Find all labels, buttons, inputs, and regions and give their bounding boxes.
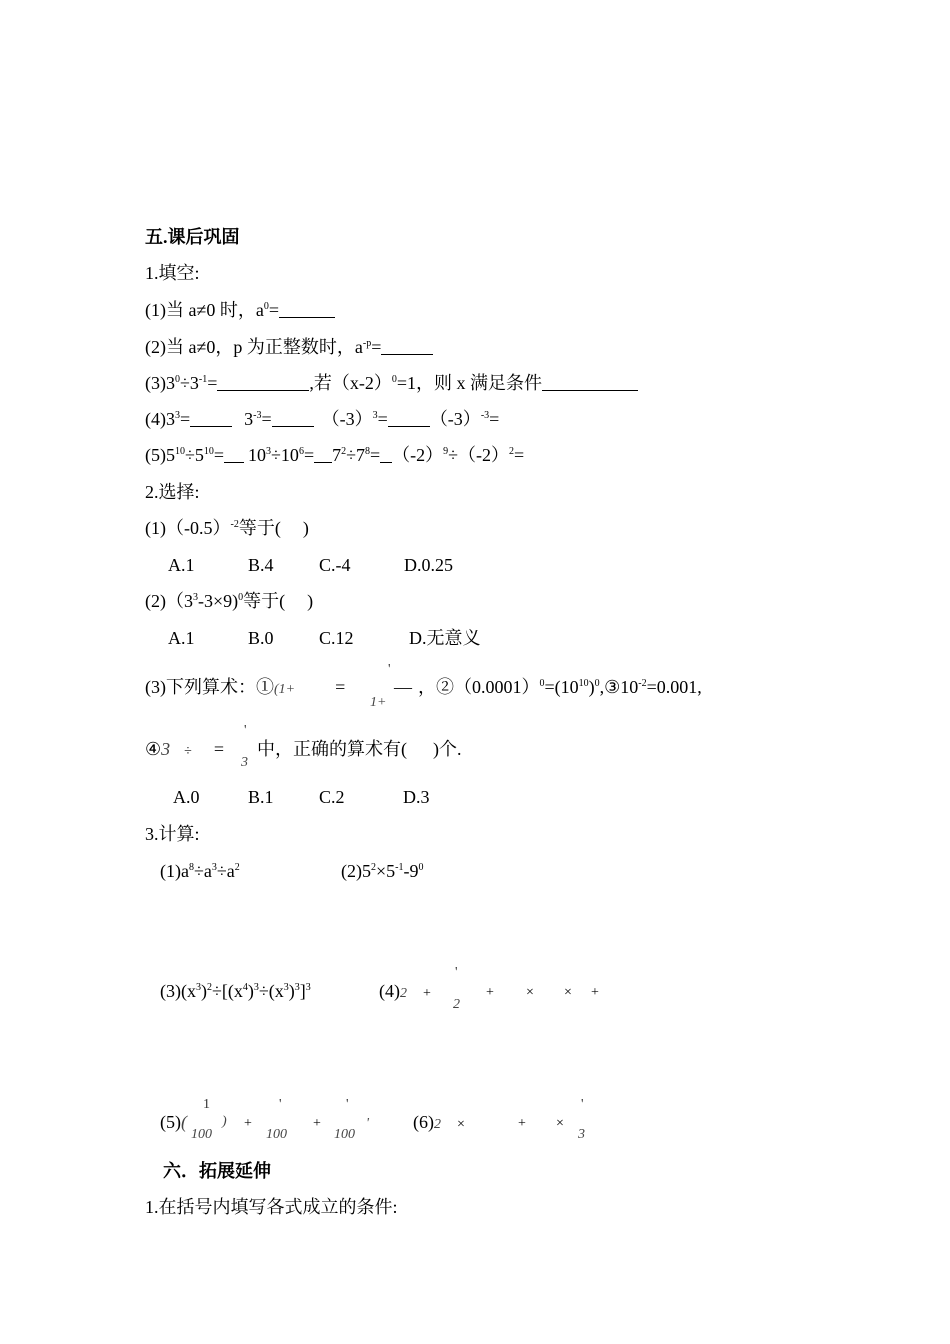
fraction-numerator: ': [455, 965, 458, 980]
fraction-denominator: 100: [191, 1127, 212, 1142]
fraction-denominator: 3: [578, 1127, 585, 1142]
question-3-label: 3.计算:: [145, 824, 200, 844]
close-paren: ): [222, 1114, 227, 1129]
fraction-denominator: 3: [241, 755, 248, 770]
extension-question-1: 1.在括号内填写各式成立的条件:: [145, 1197, 398, 1217]
answer-blank[interactable]: [381, 338, 433, 355]
plus-sign: +: [518, 1116, 526, 1131]
fill-blank-5: $(5)5^{10}\div 5^{10}= 10^3\div 10^6= 7^2\div 7^8= (-2)^9\div(-2)^2=$: [145, 445, 525, 465]
fraction-numerator: ': [244, 723, 247, 738]
option-a[interactable]: A.1: [168, 628, 195, 648]
fraction-numerator: ': [346, 1097, 349, 1112]
close-paren: ': [366, 1116, 369, 1131]
fill-blank-4: $(4)3^3= 3^{-3}= (-3)^3= (-3)^{-3}=$: [145, 409, 500, 429]
answer-blank[interactable]: [279, 301, 335, 318]
calc-6: (6)2 ×: [413, 1112, 465, 1132]
fraction-denominator: 2: [453, 997, 460, 1012]
section-title: 六．拓展延伸: [163, 1161, 271, 1181]
option-c[interactable]: C.2: [319, 787, 345, 807]
fraction-numerator: ': [279, 1097, 282, 1112]
answer-blank[interactable]: [314, 446, 332, 463]
fraction-numerator: 1: [203, 1097, 210, 1112]
calc-2: $(2)5^2\times 5^{-1}-9^0$: [341, 861, 424, 881]
choice-question-3-rest: ，$②(0.0001)^0=(10^{10})^0,③10^{-2}=0.001$,: [418, 677, 702, 697]
choice-question-1: $(1)(-0.5)^{-2}$等于( ): [145, 518, 309, 538]
calc-5: (5)(: [160, 1112, 187, 1132]
fraction-numerator: ': [581, 1097, 584, 1112]
choice-question-3-cont: ④3 ÷ =: [145, 739, 224, 759]
option-c[interactable]: C.12: [319, 628, 354, 648]
choice-question-2: $(2)(3^3-3\times 9)^0$等于( ): [145, 591, 314, 611]
question-1-label: 1.填空:: [145, 263, 200, 283]
answer-blank[interactable]: [380, 446, 392, 463]
answer-blank[interactable]: [272, 410, 314, 427]
section-title: 五.课后巩固: [145, 227, 240, 247]
times-sign: ×: [556, 1116, 564, 1131]
question-2-label: 2.选择:: [145, 482, 200, 502]
answer-blank[interactable]: [224, 446, 244, 463]
times-sign: ×: [526, 985, 534, 1000]
plus-sign: +: [486, 985, 494, 1000]
answer-blank[interactable]: [542, 374, 638, 391]
plus-sign: +: [313, 1116, 321, 1131]
choice-question-3: (3)下列算术：①(1+ =: [145, 677, 346, 697]
plus-sign: +: [591, 985, 599, 1000]
fill-blank-3: $(3)3^0\div 3^{-1}=$ ,若$(x-2)^0=1$，则 x 满足条件: [145, 372, 638, 394]
option-d[interactable]: D.无意义: [409, 628, 481, 648]
option-b[interactable]: B.1: [248, 787, 274, 807]
fill-blank-2: (2)当 a≠0，p 为正整数时，$a^{-p}=$: [145, 336, 433, 358]
plus-sign: +: [244, 1116, 252, 1131]
answer-blank[interactable]: [190, 410, 232, 427]
fraction-numerator: ': [388, 662, 391, 677]
option-a[interactable]: A.0: [173, 787, 200, 807]
fraction-denominator: 100: [266, 1127, 287, 1142]
fraction-denominator: 1+: [370, 695, 387, 710]
fill-blank-1: (1)当 a≠0 时，$a^0=$: [145, 299, 335, 321]
option-b[interactable]: B.4: [248, 555, 274, 575]
option-d[interactable]: D.3: [403, 787, 430, 807]
option-d[interactable]: D.0.25: [404, 555, 453, 575]
choice-question-3-tail: 中，正确的算术有( )个.: [257, 739, 462, 759]
answer-blank[interactable]: [388, 410, 430, 427]
calc-3: $(3)(x^3)^2\div[(x^4)^3\div(x^3)^3]^3$: [160, 981, 311, 1001]
fraction-denominator: 100: [334, 1127, 355, 1142]
option-b[interactable]: B.0: [248, 628, 274, 648]
answer-blank[interactable]: [217, 374, 309, 391]
calc-4: (4)2 +: [379, 981, 431, 1001]
calc-1: $(1)a^8\div a^3\div a^2$: [160, 861, 240, 881]
option-a[interactable]: A.1: [168, 555, 195, 575]
option-c[interactable]: C.-4: [319, 555, 351, 575]
times-sign: ×: [564, 985, 572, 1000]
fraction-bar: —: [394, 677, 412, 697]
